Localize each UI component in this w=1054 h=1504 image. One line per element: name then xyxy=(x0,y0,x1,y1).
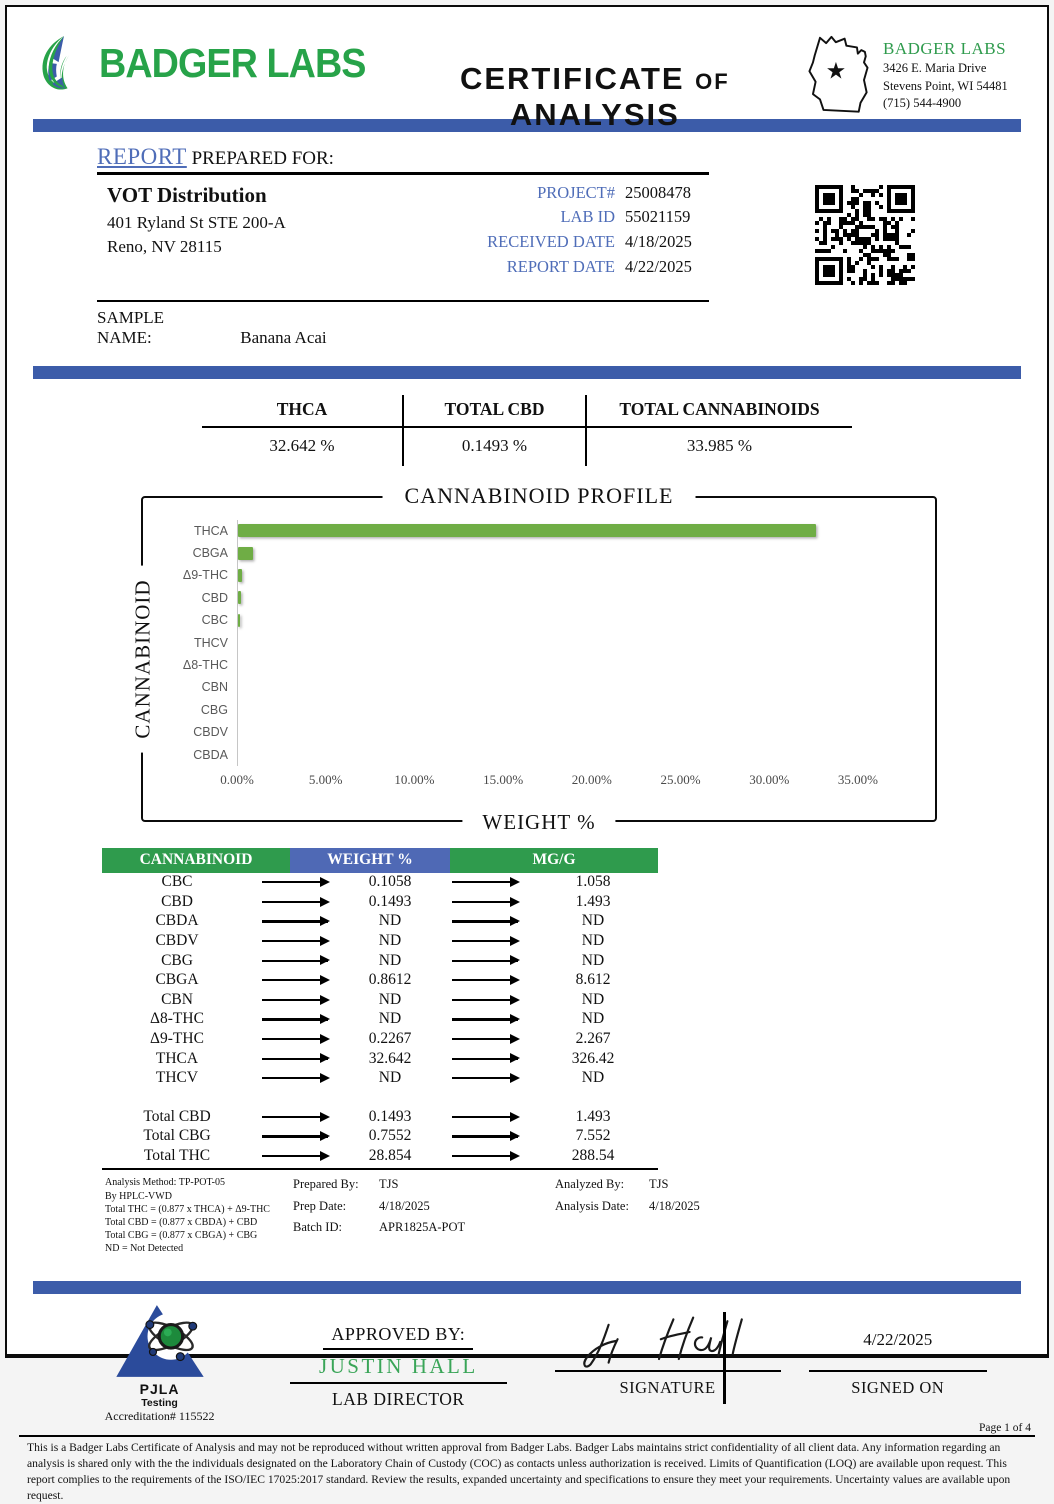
report-section-heading xyxy=(97,144,957,170)
note-label: Batch ID: xyxy=(293,1219,342,1234)
page-title: CERTIFICATE of ANALYSIS xyxy=(459,61,730,132)
cannabinoid-name: CBDA xyxy=(155,912,199,930)
chart-row xyxy=(165,564,889,586)
lab-phone: (715) 544-4900 xyxy=(883,96,962,111)
cannabinoid-name: THCA xyxy=(155,1049,199,1067)
arrow-cell xyxy=(252,960,338,962)
mg-per-g-value: ND xyxy=(581,1010,605,1028)
axis-tick-label: 0.00% xyxy=(220,771,254,787)
axis-tick-label: 30.00% xyxy=(749,771,790,787)
chart-category-label: CBD xyxy=(201,590,228,605)
weight-percent-value: 32.642 xyxy=(368,1049,412,1067)
table-header-row xyxy=(102,848,658,873)
certificate-page xyxy=(5,5,1049,1502)
arrow-cell xyxy=(252,1135,338,1137)
footer-rule xyxy=(19,1435,1035,1437)
chart-bar-area xyxy=(237,654,889,676)
arrow-cell xyxy=(442,920,528,922)
client-name: VOT Distribution xyxy=(107,182,267,207)
note-label: Analysis Date: xyxy=(555,1198,629,1213)
analysis-notes xyxy=(105,1174,1047,1255)
page-number: Page 1 of 4 xyxy=(978,1422,1031,1435)
arrow-icon xyxy=(452,979,518,981)
note-value: APR1825A-POT xyxy=(379,1219,466,1234)
wisconsin-map-icon xyxy=(801,29,883,117)
client-address xyxy=(107,211,437,260)
mg-per-g-value: ND xyxy=(581,1069,605,1087)
arrow-icon xyxy=(452,881,518,883)
chart-row xyxy=(165,542,889,564)
cannabinoid-name: CBD xyxy=(161,892,193,910)
logo-wordmark: BADGER LABS xyxy=(99,39,366,86)
arrow-cell xyxy=(252,979,338,981)
arrow-cell xyxy=(442,999,528,1001)
chart-category-label: Δ8-THC xyxy=(182,658,228,673)
arrow-icon xyxy=(262,960,328,962)
summary-table xyxy=(202,395,852,466)
note-label: Prep Date: xyxy=(293,1198,347,1213)
arrow-icon xyxy=(452,901,518,903)
star-icon: ★ xyxy=(825,58,847,84)
report-field-row xyxy=(437,255,737,280)
axis-tick-label: 25.00% xyxy=(660,771,701,787)
method-note-line: ND = Not Detected xyxy=(105,1243,184,1255)
chart-category-label: CBDV xyxy=(193,725,228,740)
arrow-icon xyxy=(262,1135,328,1137)
approved-by-block xyxy=(290,1324,506,1420)
cannabinoid-name: Δ8-THC xyxy=(150,1010,204,1028)
report-field-label: RECEIVED DATE xyxy=(487,232,615,251)
signature-icon xyxy=(578,1312,758,1370)
lab-address-line2: Stevens Point, WI 54481 xyxy=(883,78,1008,93)
weight-percent-value: 0.7552 xyxy=(368,1127,412,1145)
table-row xyxy=(102,1068,658,1088)
note-row xyxy=(293,1217,481,1238)
report-fields xyxy=(437,181,737,290)
chart-bar-area xyxy=(237,631,889,653)
table-row xyxy=(102,951,658,971)
analysis-meta-notes xyxy=(555,1174,700,1255)
note-label: Analyzed By: xyxy=(555,1177,625,1192)
chart-category-label: CBC xyxy=(201,613,228,628)
arrow-icon xyxy=(452,1116,518,1118)
chart-category-label: THCA xyxy=(193,523,228,538)
chart-row xyxy=(165,631,889,653)
sample-row xyxy=(97,308,1047,348)
cannabinoid-profile-chart xyxy=(130,482,937,834)
chart-category-label: THCV xyxy=(193,635,228,650)
summary-value: 32.642 % xyxy=(269,435,335,455)
arrow-icon xyxy=(262,1155,328,1157)
cannabinoid-name: Total CBD xyxy=(143,1107,211,1125)
axis-tick-label: 5.00% xyxy=(308,771,343,787)
report-field-value: 4/22/2025 xyxy=(625,256,692,276)
approver-name: JUSTIN HALL xyxy=(290,1350,506,1384)
accreditation-number: Accreditation# 115522 xyxy=(104,1409,215,1424)
chart-plot-area xyxy=(165,520,889,766)
chart-bar-area xyxy=(237,587,889,609)
table-row xyxy=(102,873,658,893)
note-label: Prepared By: xyxy=(293,1177,359,1192)
weight-percent-value: ND xyxy=(378,951,402,969)
table-column-header: WEIGHT % xyxy=(290,848,450,873)
note-row xyxy=(555,1196,700,1217)
chart-row xyxy=(165,520,889,542)
badger-labs-logo xyxy=(37,33,389,93)
lab-info xyxy=(883,29,1008,117)
chart-category-label: CBN xyxy=(201,680,228,695)
table-body xyxy=(102,873,658,1089)
mg-per-g-value: ND xyxy=(581,932,605,950)
note-value: TJS xyxy=(379,1177,399,1192)
arrow-icon xyxy=(452,920,518,922)
cannabinoid-table xyxy=(102,848,658,1166)
weight-percent-value: 0.1493 xyxy=(368,1107,412,1125)
arrow-icon xyxy=(452,1038,518,1040)
arrow-cell xyxy=(442,1058,528,1060)
weight-percent-value: 0.8612 xyxy=(368,971,412,989)
heading-rule xyxy=(97,172,709,175)
method-notes xyxy=(105,1174,293,1255)
chart-x-axis-ticks xyxy=(220,771,889,794)
arrow-icon xyxy=(262,1018,328,1020)
sample-name-value: Banana Acai xyxy=(240,327,327,347)
weight-percent-value: 0.1058 xyxy=(368,873,412,891)
approved-by-label: APPROVED BY: xyxy=(323,1324,473,1350)
chart-bar-area xyxy=(237,609,889,631)
client-address-line1: 401 Ryland St STE 200-A xyxy=(107,212,286,232)
arrow-cell xyxy=(442,1135,528,1137)
divider-bar-mid xyxy=(33,366,1021,379)
signature-label: SIGNATURE xyxy=(619,1378,716,1398)
cannabinoid-name: CBGA xyxy=(155,971,199,989)
chart-bar-area xyxy=(237,721,889,743)
mg-per-g-value: ND xyxy=(581,951,605,969)
table-bottom-rule xyxy=(102,1168,658,1171)
chart-row xyxy=(165,609,889,631)
approver-title: LAB DIRECTOR xyxy=(332,1389,465,1410)
table-row xyxy=(102,892,658,912)
weight-percent-value: ND xyxy=(378,932,402,950)
arrow-icon xyxy=(262,881,328,883)
arrow-cell xyxy=(252,940,338,942)
mg-per-g-value: 288.54 xyxy=(571,1147,615,1165)
axis-tick-label: 15.00% xyxy=(483,771,524,787)
cannabinoid-name: Δ9-THC xyxy=(150,1030,204,1048)
arrow-icon xyxy=(452,1077,518,1079)
table-row xyxy=(102,1049,658,1069)
summary-header: TOTAL CANNABINOIDS xyxy=(587,395,852,428)
table-row xyxy=(102,931,658,951)
chart-y-axis-label: CANNABINOID xyxy=(131,565,156,752)
chart-bar-area xyxy=(237,542,889,564)
signature-block xyxy=(555,1310,781,1420)
summary-header: THCA xyxy=(202,395,402,428)
report-field-value: 25008478 xyxy=(625,182,691,202)
arrow-cell xyxy=(442,901,528,903)
mg-per-g-value: ND xyxy=(581,990,605,1008)
disclaimer-text: This is a Badger Labs Certificate of Analysis and may not be reproduced without written approval from Badger Labs. Badger Labs maintains strict confidentiality of all client data. Any information regarding an analysis is shared only with the the individuals designated on the Laboratory Chain of Custody (COC) as contacts unless authorization is received. Limits of Quantification (LOQ) are available upon request. This report complies to the requirements of the ISO/IEC 17025:2017 standard. Review the results, expanded uncertainty and specifications to ensure they meet your requirements. Uncertainty values are available upon request. xyxy=(27,1440,1011,1502)
arrow-icon xyxy=(262,1038,328,1040)
table-row xyxy=(102,1029,658,1049)
chart-bar-area xyxy=(237,699,889,721)
lab-address-card xyxy=(801,29,1029,117)
chart-bar xyxy=(238,591,241,604)
arrow-cell xyxy=(252,999,338,1001)
arrow-icon xyxy=(262,901,328,903)
chart-bar-area xyxy=(237,743,889,765)
prepared-for-label: PREPARED FOR: xyxy=(191,148,334,169)
approval-section xyxy=(95,1302,987,1424)
mg-per-g-value: 1.493 xyxy=(575,892,611,910)
chart-bar xyxy=(238,614,240,627)
pjla-org-label: PJLA xyxy=(139,1381,180,1398)
chart-bar-area xyxy=(237,676,889,698)
note-value: 4/18/2025 xyxy=(379,1198,430,1213)
mg-per-g-value: 8.612 xyxy=(575,971,611,989)
arrow-icon xyxy=(452,960,518,962)
arrow-cell xyxy=(252,1155,338,1157)
chart-category-label: CBDA xyxy=(193,747,228,762)
weight-percent-value: 0.1493 xyxy=(368,892,412,910)
chart-row xyxy=(165,676,889,698)
table-row xyxy=(102,1146,658,1166)
table-totals xyxy=(102,1107,658,1166)
summary-value: 0.1493 % xyxy=(402,428,587,466)
axis-tick-label: 10.00% xyxy=(394,771,435,787)
arrow-cell xyxy=(252,881,338,883)
arrow-cell xyxy=(252,920,338,922)
divider-bar-bottom xyxy=(33,1281,1021,1294)
weight-percent-value: ND xyxy=(378,990,402,1008)
arrow-cell xyxy=(252,1058,338,1060)
chart-bar xyxy=(238,524,816,537)
arrow-cell xyxy=(442,960,528,962)
arrow-icon xyxy=(452,999,518,1001)
cannabinoid-name: Total THC xyxy=(143,1147,211,1165)
cannabinoid-name: CBN xyxy=(161,990,193,1008)
qr-code xyxy=(815,185,915,290)
arrow-icon xyxy=(452,1058,518,1060)
client-block xyxy=(107,183,437,290)
table-row xyxy=(102,1107,658,1127)
report-field-label: PROJECT# xyxy=(537,182,615,202)
weight-percent-value: ND xyxy=(378,912,402,930)
leaf-icon xyxy=(37,33,91,93)
chart-bar-area xyxy=(237,564,889,586)
client-address-line2: Reno, NV 28115 xyxy=(107,237,222,257)
arrow-cell xyxy=(442,1155,528,1157)
chart-row xyxy=(165,743,889,765)
arrow-cell xyxy=(252,1038,338,1040)
chart-category-label: Δ9-THC xyxy=(182,568,228,583)
cannabinoid-name: CBG xyxy=(161,951,193,969)
chart-row xyxy=(165,654,889,676)
arrow-cell xyxy=(252,1116,338,1118)
weight-percent-value: 0.2267 xyxy=(368,1030,412,1048)
weight-percent-value: ND xyxy=(378,1069,402,1087)
note-value: TJS xyxy=(649,1177,669,1192)
mg-per-g-value: 2.267 xyxy=(575,1030,611,1048)
pjla-accreditation-badge xyxy=(95,1302,224,1424)
signed-on-date: 4/22/2025 xyxy=(809,1310,987,1372)
pjla-sub-label: Testing xyxy=(141,1397,178,1410)
arrow-icon xyxy=(452,1155,518,1157)
header xyxy=(7,7,1047,132)
table-column-header: MG/G xyxy=(450,848,658,873)
table-row xyxy=(102,1127,658,1147)
arrow-cell xyxy=(442,979,528,981)
axis-tick-label: 20.00% xyxy=(571,771,612,787)
method-note-line: Total CBD = (0.877 x CBDA) + CBD xyxy=(105,1216,258,1228)
arrow-icon xyxy=(262,999,328,1001)
chart-bar xyxy=(238,569,242,582)
report-label: REPORT xyxy=(97,144,187,169)
report-field-label: LAB ID xyxy=(560,207,615,227)
method-note-line: By HPLC-VWD xyxy=(105,1190,172,1202)
arrow-icon xyxy=(452,1135,518,1137)
sample-name-label: SAMPLE NAME: xyxy=(97,307,165,347)
arrow-icon xyxy=(452,1018,518,1020)
arrow-cell xyxy=(252,901,338,903)
arrow-icon xyxy=(262,1077,328,1079)
signature-divider xyxy=(723,1312,726,1404)
report-field-row xyxy=(437,205,737,230)
chart-row xyxy=(165,587,889,609)
arrow-cell xyxy=(252,1018,338,1020)
mg-per-g-value: ND xyxy=(581,912,605,930)
lab-address-line1: 3426 E. Maria Drive xyxy=(883,61,987,75)
signed-on-label: SIGNED ON xyxy=(851,1378,945,1398)
chart-bar xyxy=(238,547,253,560)
report-field-value: 4/18/2025 xyxy=(625,232,692,251)
axis-tick-label: 35.00% xyxy=(837,771,878,787)
table-row xyxy=(102,912,658,932)
arrow-cell xyxy=(442,1116,528,1118)
chart-bar-area xyxy=(237,520,889,542)
pjla-logo-icon xyxy=(101,1302,219,1380)
cannabinoid-name: CBC xyxy=(161,873,193,891)
arrow-cell xyxy=(252,1077,338,1079)
mg-per-g-value: 1.493 xyxy=(575,1107,611,1125)
signed-on-block xyxy=(809,1310,987,1420)
cannabinoid-name: THCV xyxy=(155,1069,199,1087)
method-note-line: Analysis Method: TP-POT-05 xyxy=(105,1177,226,1189)
arrow-icon xyxy=(262,920,328,922)
mg-per-g-value: 1.058 xyxy=(575,873,611,891)
mg-per-g-value: 7.552 xyxy=(575,1127,611,1145)
report-field-label: REPORT DATE xyxy=(506,256,615,276)
report-body xyxy=(107,183,1047,290)
arrow-icon xyxy=(262,979,328,981)
table-column-header: CANNABINOID xyxy=(102,848,290,873)
arrow-cell xyxy=(442,881,528,883)
report-field-row xyxy=(437,181,737,206)
table-row xyxy=(102,1010,658,1030)
note-row xyxy=(293,1196,481,1217)
cannabinoid-name: Total CBG xyxy=(143,1127,211,1145)
prep-notes xyxy=(293,1174,481,1255)
table-row xyxy=(102,990,658,1010)
chart-category-label: CBGA xyxy=(192,546,228,561)
arrow-cell xyxy=(442,1018,528,1020)
arrow-icon xyxy=(262,1116,328,1118)
chart-title: CANNABINOID PROFILE xyxy=(383,483,696,509)
arrow-icon xyxy=(262,940,328,942)
chart-x-axis-label: WEIGHT % xyxy=(462,810,615,835)
cannabinoid-name: CBDV xyxy=(155,932,199,950)
note-row xyxy=(555,1174,700,1195)
note-value: 4/18/2025 xyxy=(649,1198,700,1213)
chart-row xyxy=(165,699,889,721)
arrow-icon xyxy=(452,940,518,942)
lab-name: BADGER LABS xyxy=(883,39,1007,58)
method-note-line: Total CBG = (0.877 x CBGA) + CBG xyxy=(105,1230,258,1242)
chart-category-label: CBG xyxy=(200,702,228,717)
arrow-cell xyxy=(442,1077,528,1079)
arrow-icon xyxy=(262,1058,328,1060)
summary-value: 33.985 % xyxy=(686,435,753,455)
arrow-cell xyxy=(442,940,528,942)
sample-rule xyxy=(97,300,709,302)
table-row xyxy=(102,970,658,990)
note-row xyxy=(293,1174,481,1195)
report-field-value: 55021159 xyxy=(625,207,691,227)
signature-line xyxy=(555,1310,781,1372)
arrow-cell xyxy=(442,1038,528,1040)
summary-header: TOTAL CBD xyxy=(402,395,587,428)
weight-percent-value: ND xyxy=(378,1010,402,1028)
method-note-line: Total THC = (0.877 x THCA) + Δ9-THC xyxy=(105,1203,270,1215)
report-field-row xyxy=(437,230,737,255)
mg-per-g-value: 326.42 xyxy=(571,1049,615,1067)
weight-percent-value: 28.854 xyxy=(368,1147,412,1165)
chart-row xyxy=(165,721,889,743)
